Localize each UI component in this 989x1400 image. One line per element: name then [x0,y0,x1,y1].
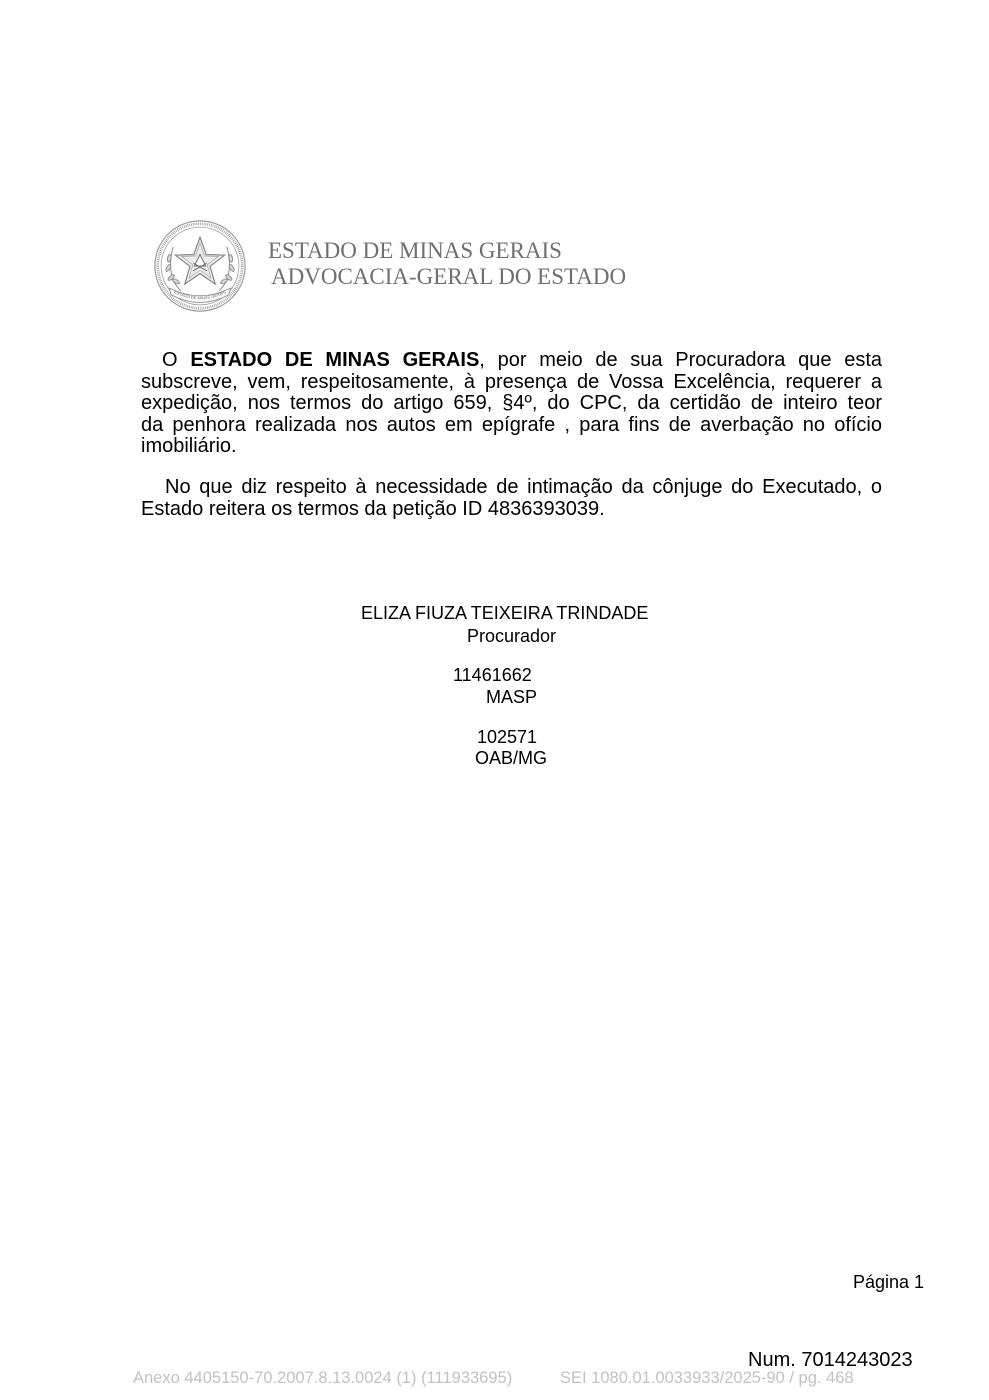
footer-annex-reference: Anexo 4405150-70.2007.8.13.0024 (1) (111933695) [133,1369,513,1387]
paragraph-spouse-notice [141,477,882,520]
seal-ribbon-text: ESTADO DE MINAS GERAIS [173,289,227,301]
seal-ribbon [169,288,230,302]
paragraph-line: Estado reitera os termos da petição ID 4836393039. [141,497,605,520]
paragraph-request [141,350,882,458]
oab-label: OAB/MG [475,748,548,768]
footer-sei-reference: SEI 1080.01.0033933/2025-90 / pg. 468 [560,1369,854,1387]
paragraph-suffix: , por meio de sua Procuradora que esta [479,349,883,371]
page-number: Página 1 [853,1272,925,1292]
header-subtitle: ADVOCACIA-GERAL DO ESTADO [271,264,627,289]
paragraph-line: subscreve, vem, respeitosamente, à presença de Vossa Excelência, requerer a [141,370,882,393]
paragraph-line: expedição, nos termos do artigo 659, §4º, do CPC, da certidão de inteiro teor [141,392,882,414]
signer-name: ELIZA FIUZA TEIXEIRA TRINDADE [361,603,649,623]
paragraph-line: da penhora realizada nos autos em epígrafe , para fins de averbação no ofício [141,413,882,436]
paragraph-line [141,350,882,372]
masp-label: MASP [486,687,538,707]
document-number: Num. 7014243023 [748,1349,913,1371]
masp-number: 11461662 [453,665,532,685]
bold-party-name: ESTADO DE MINAS GERAIS [190,349,480,371]
signer-role: Procurador [467,626,557,646]
paragraph-prefix: O [162,349,178,371]
paragraph-line: No que diz respeito à necessidade de intimação da cônjuge do Executado, o [165,476,882,498]
state-seal-icon [152,218,248,314]
paragraph-line: imobiliário. [141,435,237,457]
header-title: ESTADO DE MINAS GERAIS [268,238,562,263]
seal-star [175,237,224,284]
oab-number: 102571 [477,727,538,747]
